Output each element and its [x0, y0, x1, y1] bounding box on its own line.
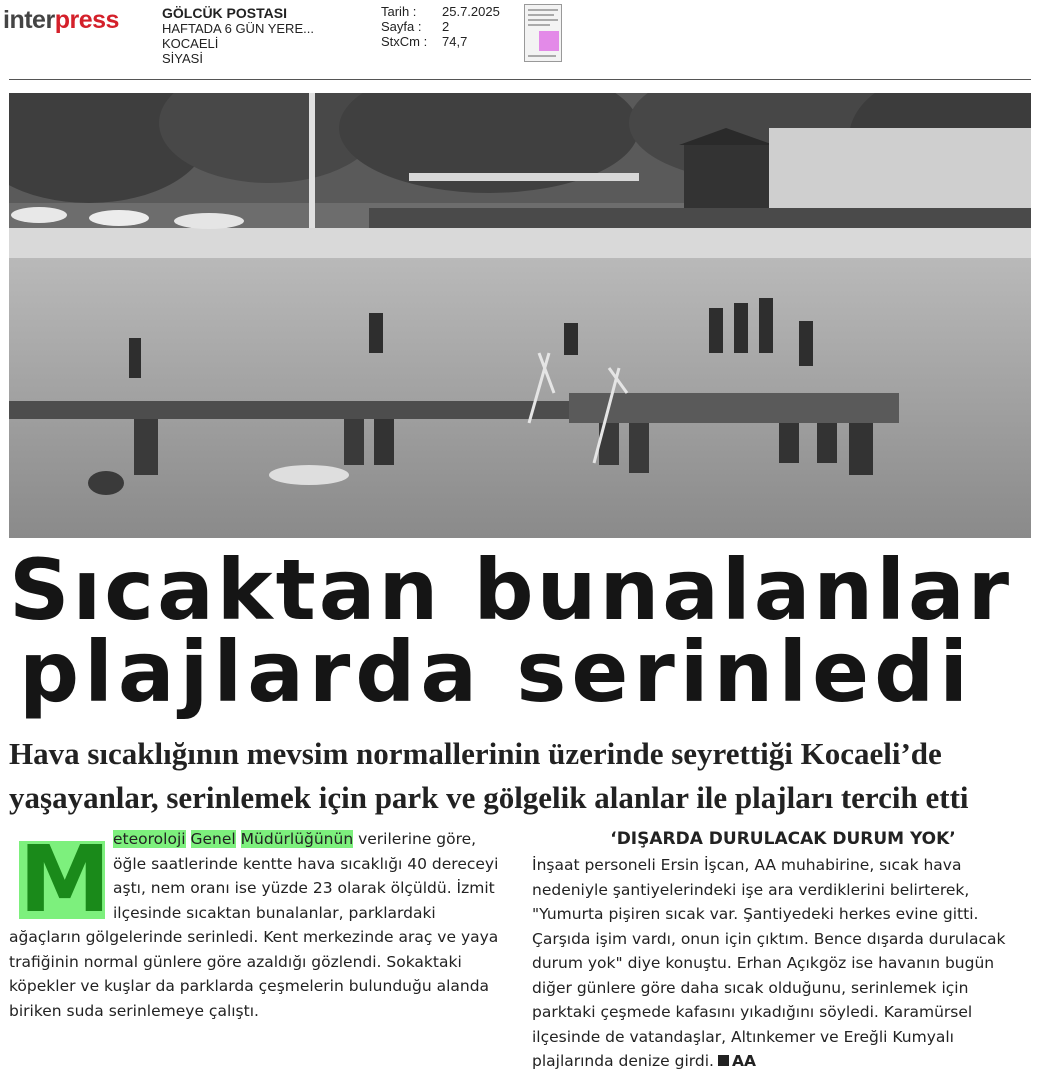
section-subtitle: ‘DIŞARDA DURULACAK DURUM YOK’ — [610, 829, 956, 849]
publication-city: KOCAELİ — [162, 36, 219, 51]
publication-frequency: HAFTADA 6 GÜN YERE... — [162, 21, 314, 36]
drop-cap: M — [19, 826, 111, 933]
publication-name: GÖLCÜK POSTASI — [162, 5, 287, 21]
stxcm-value: 74,7 — [442, 34, 468, 49]
date-label: Tarih : — [381, 4, 417, 19]
headline-line-1: Sıcaktan bunalanlar — [9, 541, 1013, 639]
page-thumbnail[interactable] — [524, 4, 562, 62]
logo-press: press — [54, 6, 119, 34]
agency-signature: AA — [731, 1052, 756, 1070]
highlighted-word — [241, 830, 354, 848]
page-value: 2 — [442, 19, 450, 34]
header-divider — [9, 79, 1031, 80]
interpress-logo — [3, 6, 119, 35]
meta-labels — [381, 4, 427, 49]
highlighted-word-initial: M — [240, 830, 255, 848]
body-text-left: verilerine göre, öğle saatlerinde kentte hava sıcaklığı 40 dereceyi aştı, nem oranı ise yüzde 23 olarak ölçüldü. İzmit ilçesinde sıcaktan bunalanlar, parklardaki ağaçların gölgelerinde serinledi. Kent merkezinde araç ve yaya trafiğinin normal günlere göre azaldığı gözlendi. Sokaktaki köpekler ve kuşlar da parklarda çeşmelerin bulunduğu alanda biriken suda serinlemeye çalıştı. — [9, 830, 499, 1020]
logo-inter: inter — [3, 6, 55, 34]
date-value: 25.7.2025 — [442, 4, 500, 19]
highlighted-word: eteoroloji — [113, 830, 186, 848]
body-text-right: İnşaat personeli Ersin İşcan, AA muhabirine, sıcak hava nedeniyle şantiyelerindeki işe ara verdiklerini belirterek, "Yumurta pişiren sıcak var. Şantiyedeki herkes evine gitti. Çarşıda işim vardı, onun için çıktım. Bence dışarda durulacak durum yok" diye konuştu. Erhan Açıkgöz ise havanın bugün diğer günlere göre daha sıcak olduğunu, serinlemek için parktaki çeşmede kafasını yıkadığını söyledi. Karamürsel ilçesinde de vatandaşlar, Altınkemer ve Ereğli Kumyalı plajlarında denize girdi. — [532, 856, 1006, 1070]
article-left-column — [9, 827, 507, 1023]
subheadline: Hava sıcaklığının mevsim normallerinin üzerinde seyrettiği Kocaeli’de yaşayanlar, serinlemek için park ve gölgelik alanlar ile plajları tercih etti — [9, 736, 969, 815]
article-right-column — [532, 828, 1034, 1074]
publication-info — [162, 6, 314, 66]
publication-section: SİYASİ — [162, 51, 203, 66]
headline-line-2: plajlarda serinledi — [19, 623, 974, 721]
page-label: Sayfa : — [381, 19, 422, 34]
headline — [9, 541, 1031, 721]
stxcm-label: StxCm : — [381, 34, 428, 49]
highlighted-word: Genel — [190, 830, 236, 848]
highlighted-word-rest: üdürlüğünün — [254, 830, 354, 848]
beach-photo-illustration — [9, 93, 1031, 538]
article-highlight-marker — [539, 31, 559, 51]
beach-photo — [9, 93, 1031, 538]
meta-values — [442, 4, 500, 49]
